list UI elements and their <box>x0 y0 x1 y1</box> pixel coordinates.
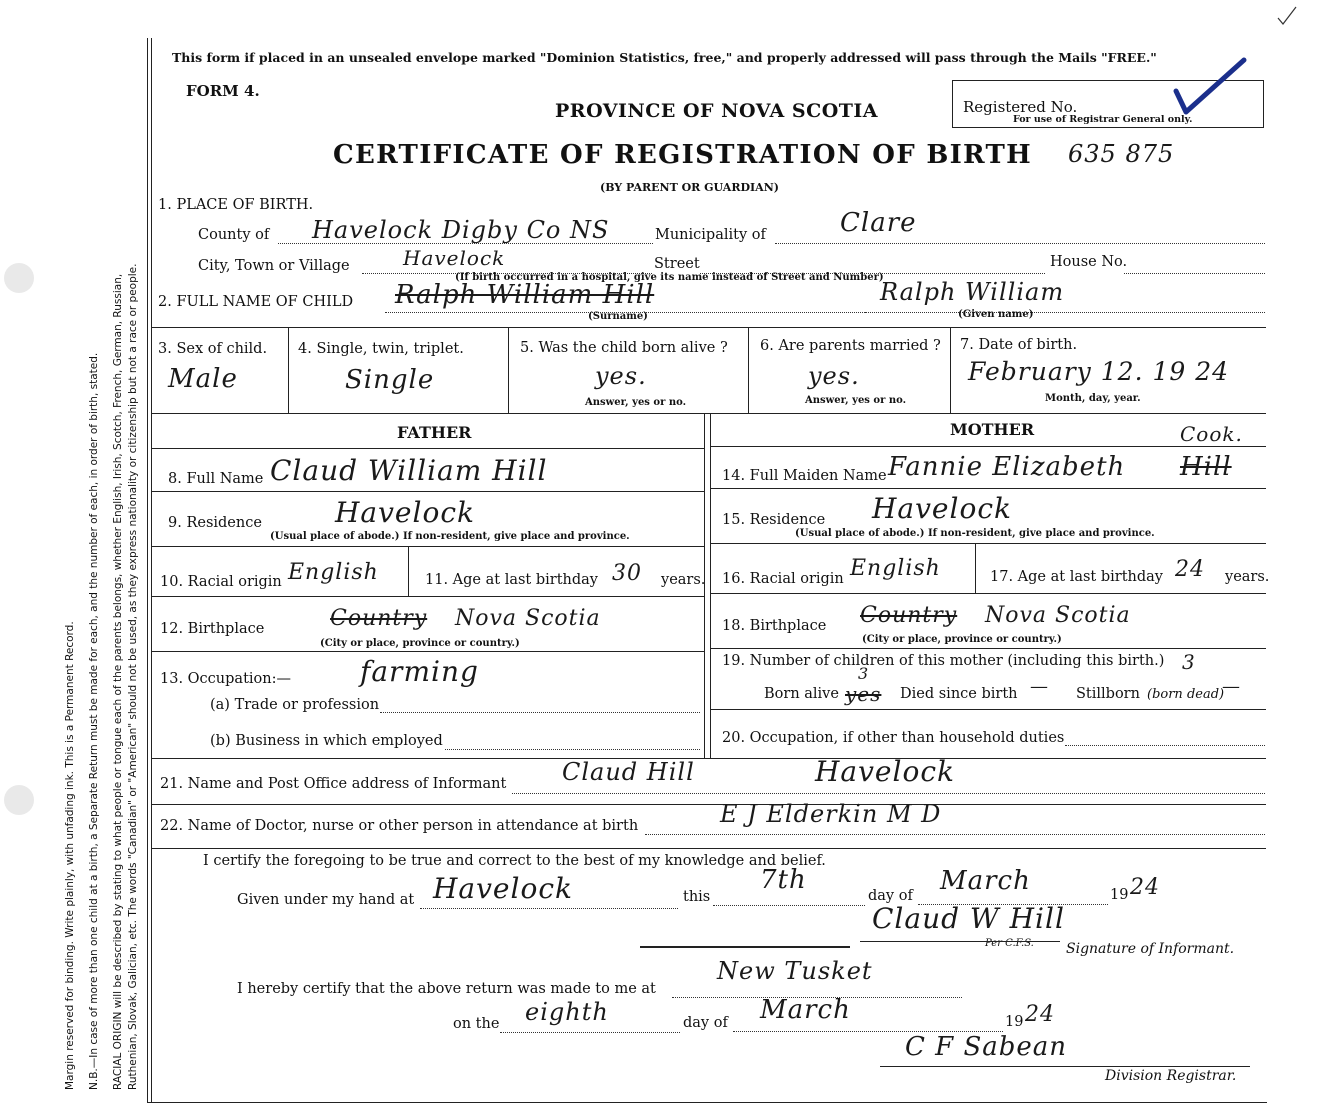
parents-married-caption: Answer, yes or no. <box>805 395 907 406</box>
parents-married-label: 6. Are parents married ? <box>760 338 941 354</box>
father-age-value: 30 <box>612 561 642 586</box>
father-business-line <box>445 749 700 750</box>
year-value: 24 <box>1130 875 1160 900</box>
registrar-place-value: New Tusket <box>717 957 873 985</box>
sex-value: Male <box>168 364 238 394</box>
rule-after-parents <box>151 758 1266 759</box>
stillborn-value: — <box>1222 676 1241 697</box>
informant-signature-note: Per C.F.S. <box>985 938 1034 949</box>
registrar-title: Division Registrar. <box>1105 1068 1237 1084</box>
given-under-label: Given under my hand at <box>237 892 415 908</box>
born-alive-value: yes. <box>595 362 647 390</box>
child-name-label: 2. FULL NAME OF CHILD <box>158 294 354 310</box>
doctor-label: 22. Name of Doctor, nurse or other person in attendance at birth <box>160 818 639 834</box>
certificate-title: CERTIFICATE OF REGISTRATION OF BIRTH <box>333 140 1033 170</box>
mother-rule-6 <box>710 709 1266 710</box>
informant-signature-line <box>860 941 1060 942</box>
father-trade-label: (a) Trade or profession <box>210 697 380 713</box>
rule-after-informant <box>151 804 1266 805</box>
father-heading: FATHER <box>397 423 472 442</box>
frame-bottom-rule <box>147 1102 1267 1103</box>
father-birthplace-label: 12. Birthplace <box>160 621 265 637</box>
mother-name-value: Fannie Elizabeth <box>888 452 1126 482</box>
house-number-label: House No. <box>1050 254 1128 270</box>
father-birthplace-struck: Country <box>330 606 428 631</box>
margin-note-multiple-births: N.B.—In case of more than one child at a birth, a Separate Return must be made for each, and the number of each, in order of birth, stated. <box>88 352 100 1090</box>
day-line <box>713 905 865 906</box>
father-racial-label: 10. Racial origin <box>160 574 282 590</box>
day-of-label: day of <box>868 888 913 904</box>
month-value: March <box>940 866 1031 896</box>
registrar-statement: I hereby certify that the above return was made to me at <box>237 981 656 997</box>
hospital-note: (If birth occurred in a hospital, give its name instead of Street and Number) <box>455 272 884 283</box>
born-alive-count-value: 3 <box>858 664 870 683</box>
mother-age-value: 24 <box>1175 557 1205 582</box>
this-label: this <box>683 889 711 905</box>
informant-address-value: Havelock <box>815 755 955 788</box>
born-alive-label: 5. Was the child born alive ? <box>520 340 728 356</box>
mother-name-struck: Hill <box>1180 452 1232 482</box>
died-since-birth-label: Died since birth <box>900 686 1018 702</box>
father-business-label: (b) Business in which employed <box>210 733 443 749</box>
informant-name-value: Claud Hill <box>562 758 695 786</box>
house-line <box>1124 273 1265 274</box>
given-place-line <box>420 908 678 909</box>
margin-note-racial-origin: RACIAL ORIGIN will be described by stating to what people or tongue each of the parents belongs, whether English, Irish, Scotch, French, German, Russian, <box>112 273 124 1090</box>
informant-label: 21. Name and Post Office address of Informant <box>160 776 507 792</box>
registrar-signature: C F Sabean <box>905 1032 1068 1062</box>
mother-rule-5 <box>710 648 1266 649</box>
divider-married <box>950 327 951 413</box>
mother-name-correction: Cook. <box>1180 422 1243 446</box>
mother-heading: MOTHER <box>950 420 1035 439</box>
mother-children-value: 3 <box>1182 650 1196 674</box>
mother-residence-value: Havelock <box>872 492 1012 525</box>
registrar-year-prefix: 19 <box>1005 1014 1024 1030</box>
informant-line <box>512 793 1265 794</box>
plurality-value: Single <box>345 365 435 395</box>
place-of-birth-label: 1. PLACE OF BIRTH. <box>158 197 314 213</box>
father-rule-5 <box>151 651 704 652</box>
check-mark-icon <box>1170 56 1250 116</box>
day-value: 7th <box>760 865 807 895</box>
child-given-line <box>865 312 1265 313</box>
registration-number: 635 875 <box>1068 140 1175 168</box>
stillborn-label: Stillborn <box>1076 686 1140 702</box>
mother-years-label: years. <box>1225 569 1270 585</box>
registrar-day-value: eighth <box>525 998 609 1026</box>
registrar-signature-line <box>880 1066 1250 1067</box>
registrar-general-note: For use of Registrar General only. <box>1013 114 1193 125</box>
margin-note-racial-origin-2: Ruthenian, Slovak, Galician, etc. The words "Canadian" or "American" should not be used, as they express nationality or citizenship but not a race or people. <box>127 263 139 1090</box>
margin-note-binding: Margin reserved for binding. Write plainly, with unfading ink. This is a Permanent Record. <box>64 621 76 1090</box>
divider-sex <box>288 327 289 413</box>
binding-hole-bottom <box>4 785 34 815</box>
municipality-line <box>775 243 1265 244</box>
mother-residence-caption: (Usual place of abode.) If non-resident, give place and province. <box>795 528 1155 539</box>
separator-rule <box>640 946 850 948</box>
father-residence-value: Havelock <box>335 496 475 529</box>
died-since-birth-value: — <box>1030 676 1049 697</box>
frame-left-rule-inner <box>151 38 152 1103</box>
parent-divider-right <box>710 413 711 758</box>
mother-name-label: 14. Full Maiden Name <box>722 468 887 484</box>
rule-after-name <box>151 327 1266 328</box>
on-the-label: on the <box>453 1016 500 1032</box>
doctor-line <box>645 834 1265 835</box>
mother-rule-4 <box>710 593 1266 594</box>
mother-rule-3 <box>710 543 1266 544</box>
mother-birthplace-value: Nova Scotia <box>985 603 1131 628</box>
mother-racial-divider <box>975 543 976 593</box>
registrar-day-line <box>500 1032 680 1033</box>
born-alive-caption: Answer, yes or no. <box>585 397 687 408</box>
mother-occupation-line <box>1065 745 1265 746</box>
mother-birthplace-struck: Country <box>860 603 958 628</box>
rule-after-child-row <box>151 413 1266 414</box>
registered-label: Registered No. <box>963 98 1078 116</box>
father-birthplace-value: Nova Scotia <box>455 606 601 631</box>
born-alive-count-label: Born alive <box>764 686 839 702</box>
certification-statement: I certify the foregoing to be true and correct to the best of my knowledge and belief. <box>203 853 826 869</box>
father-rule-2 <box>151 491 704 492</box>
father-rule-3 <box>151 546 704 547</box>
father-racial-value: English <box>288 560 379 585</box>
father-racial-divider <box>408 546 409 596</box>
mother-occupation-label: 20. Occupation, if other than household duties <box>722 730 1065 746</box>
doctor-value: E J Elderkin M D <box>720 800 942 828</box>
father-residence-caption: (Usual place of abode.) If non-resident, give place and province. <box>270 531 630 542</box>
sex-label: 3. Sex of child. <box>158 341 268 357</box>
father-name-label: 8. Full Name <box>168 471 264 487</box>
city-value: Havelock <box>403 246 506 270</box>
given-place-value: Havelock <box>433 872 573 905</box>
form-number: FORM 4. <box>186 82 260 100</box>
year-prefix: 19 <box>1110 887 1129 903</box>
divider-alive <box>748 327 749 413</box>
province-heading: PROVINCE OF NOVA SCOTIA <box>555 100 879 122</box>
dob-value: February 12. 19 24 <box>968 357 1230 386</box>
given-name-caption: (Given name) <box>958 309 1034 320</box>
child-given-value: Ralph William <box>880 278 1065 306</box>
father-occupation-value: farming <box>360 655 479 688</box>
municipality-label: Municipality of <box>655 227 766 243</box>
father-occupation-label: 13. Occupation:— <box>160 671 291 687</box>
mother-racial-label: 16. Racial origin <box>722 571 844 587</box>
frame-left-rule <box>147 38 148 1103</box>
father-residence-label: 9. Residence <box>168 515 262 531</box>
child-surname-value: Ralph William Hill <box>395 280 655 310</box>
mother-children-label: 19. Number of children of this mother (including this birth.) <box>722 653 1165 669</box>
registrar-year-value: 24 <box>1025 1002 1055 1027</box>
divider-plurality <box>508 327 509 413</box>
binding-hole-top <box>4 263 34 293</box>
mother-rule-2 <box>710 488 1266 489</box>
registrar-month-value: March <box>760 995 851 1025</box>
father-rule-4 <box>151 596 704 597</box>
dob-label: 7. Date of birth. <box>960 337 1078 353</box>
informant-signature: Claud W Hill <box>872 902 1065 935</box>
postal-notice: This form if placed in an unsealed envelope marked "Dominion Statistics, free," and properly addressed will pass through the Mails "FREE." <box>172 50 1157 65</box>
father-name-value: Claud William Hill <box>270 454 548 487</box>
father-age-label: 11. Age at last birthday <box>425 572 598 588</box>
dob-caption: Month, day, year. <box>1045 393 1141 404</box>
county-label: County of <box>198 227 270 243</box>
father-years-label: years. <box>661 572 706 588</box>
mother-residence-label: 15. Residence <box>722 512 826 528</box>
mother-birthplace-caption: (City or place, province or country.) <box>862 634 1062 645</box>
mother-racial-value: English <box>850 556 941 581</box>
born-alive-count-struck: yes <box>845 682 882 706</box>
certificate-subtitle: (BY PARENT OR GUARDIAN) <box>600 181 779 194</box>
corner-tick-icon <box>1275 4 1299 28</box>
city-label: City, Town or Village <box>198 258 350 274</box>
mother-age-label: 17. Age at last birthday <box>990 569 1163 585</box>
registrar-day-of-label: day of <box>683 1015 728 1031</box>
surname-caption: (Surname) <box>588 311 648 322</box>
street-label: Street <box>654 256 700 272</box>
informant-signature-label: Signature of Informant. <box>1066 941 1235 957</box>
plurality-label: 4. Single, twin, triplet. <box>298 341 464 357</box>
mother-rule-1 <box>710 446 1266 447</box>
rule-after-doctor <box>151 848 1266 849</box>
stillborn-note: (born dead) <box>1147 687 1225 702</box>
father-rule-1 <box>151 448 704 449</box>
father-birthplace-caption: (City or place, province or country.) <box>320 638 520 649</box>
county-value: Havelock Digby Co NS <box>312 216 610 244</box>
father-trade-line <box>380 712 700 713</box>
mother-birthplace-label: 18. Birthplace <box>722 618 827 634</box>
municipality-value: Clare <box>840 208 917 238</box>
parents-married-value: yes. <box>808 362 860 390</box>
